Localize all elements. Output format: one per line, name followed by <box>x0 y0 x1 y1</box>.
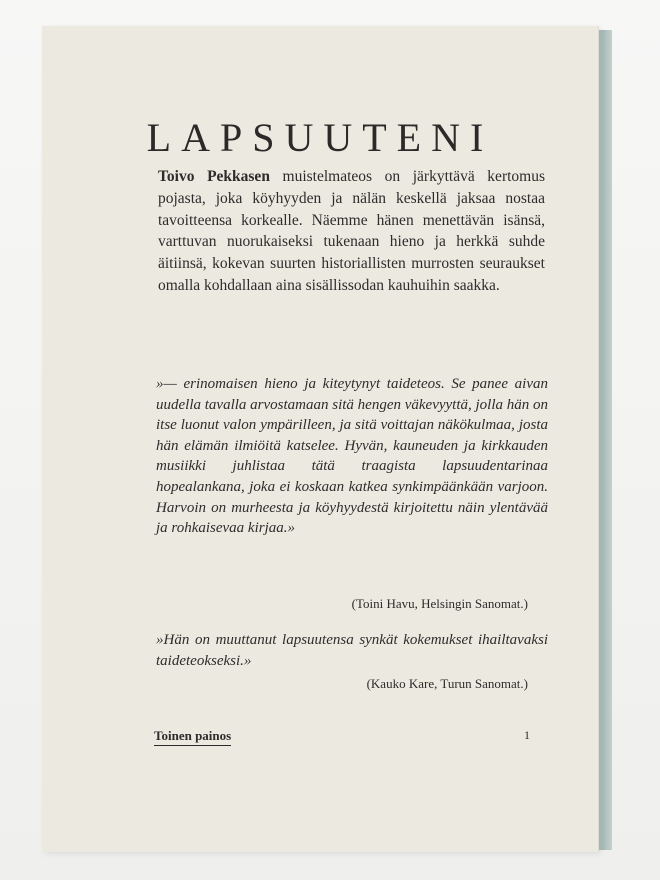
review-source-2: (Kauko Kare, Turun Sanomat.) <box>366 676 528 691</box>
blurb-text: muistelmateos on järkyttävä kertomus pojasta, joka köyhyyden ja nälän keskellä jaksaa nostaa tavoitteensa korkealle. Näemme hänen menettävän isänsä, varttuvan nuorukaiseksi tukenaan hieno ja herkkä suhde äitiinsä, kokevan suurten historiallisten murrosten seuraukset omalla kohdallaan aina sisällissodan kauhuihin saakka. <box>158 168 545 294</box>
book-back-cover <box>42 26 598 852</box>
review-quote-1: »— erinomaisen hieno ja kiteytynyt taideteos. Se panee aivan uudella tavalla arvostamaan sitä hengen väkevyyttä, jolla hän on itse luonut valon ympärilleen, ja sitä voittajan näkökulmaa, josta hän elämän ilmiöitä katselee. Hyvän, kauneuden ja kirkkauden musiikki juhlistaa tätä traagista lapsuudentarinaa hopealankana, joka ei koskaan katkea synkimpäänkään varjoon. Harvoin on murheesta ja köyhyydestä kirjoitettu näin ylentävää ja rohkaisevaa kirjaa.» <box>156 376 549 537</box>
edition-label: Toinen painos <box>154 728 231 746</box>
blurb-paragraph <box>158 166 545 297</box>
blurb-author-name: Toivo Pekkasen <box>158 168 270 185</box>
review-quote-2: »Hän on muuttanut lapsuutensa synkät kokemukset ihailtavaksi taideteokseksi.» <box>156 632 548 669</box>
book-title: LAPSUUTENI <box>146 115 494 160</box>
page-number: 1 <box>524 728 530 742</box>
review-source-1: (Toini Havu, Helsingin Sanomat.) <box>351 596 528 611</box>
